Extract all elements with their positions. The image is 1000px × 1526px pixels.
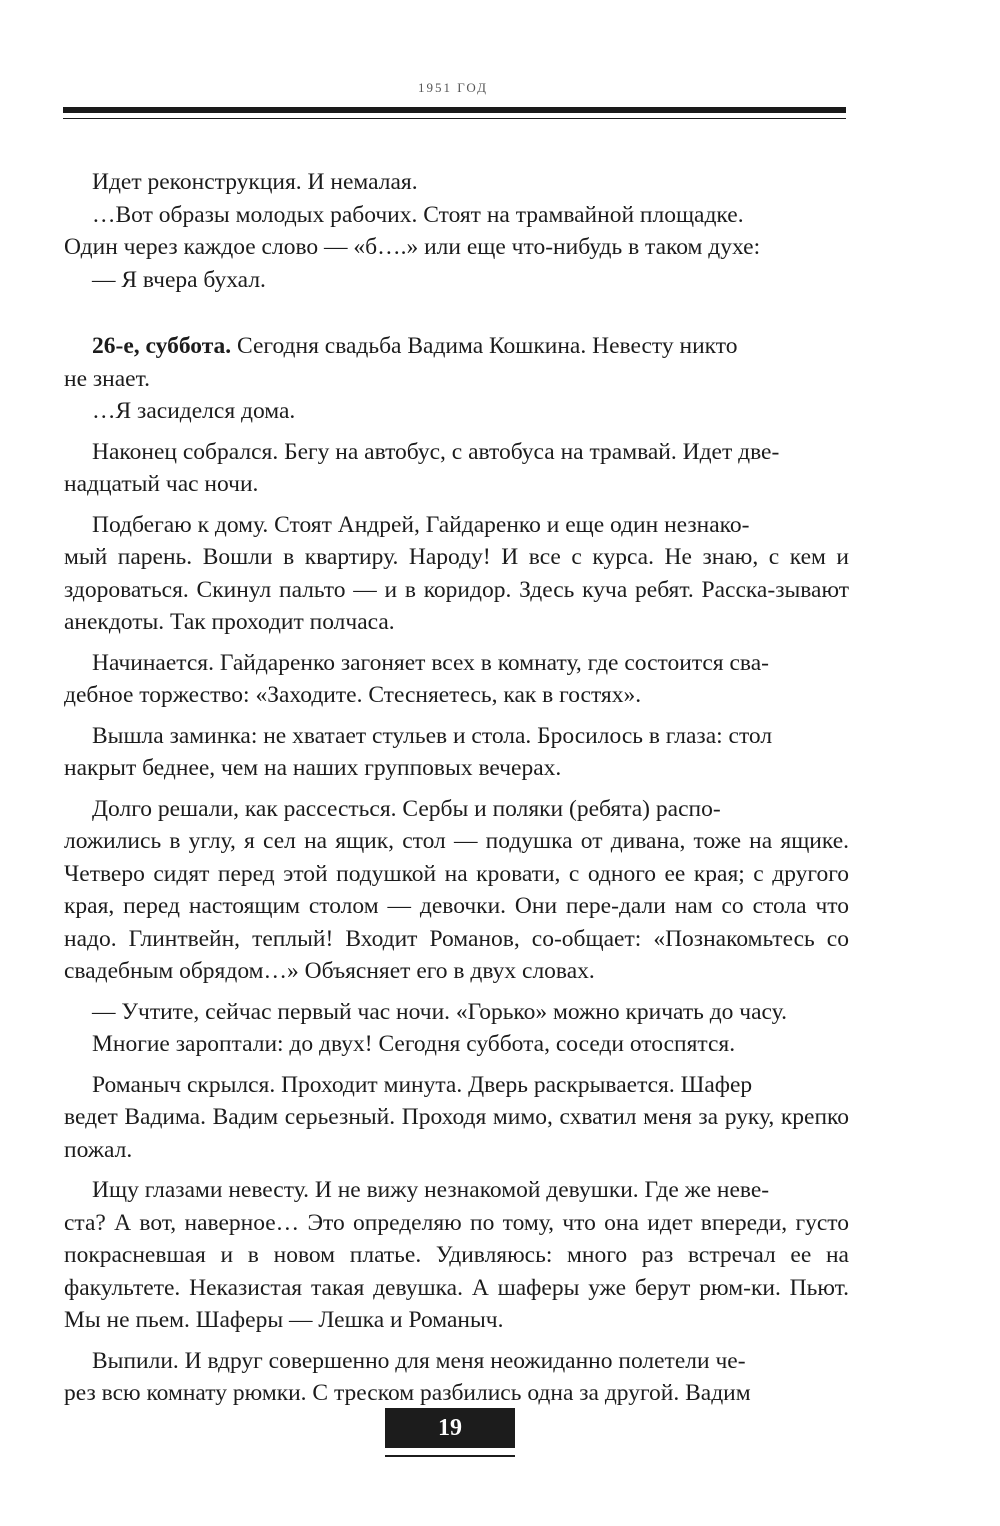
paragraph-first-line: — Учтите, сейчас первый час ночи. «Горько» можно кричать до часу. [92,998,787,1025]
paragraph [92,395,849,428]
paragraph-continuation: ста? А вот, наверное… Это определяю по тому, что она идет впереди, густо покрасневшая и в новом платье. Удивляюсь: много раз встречал ее на факультете. Неказистая такая девушка. А шаферы уже берут рюм-ки. Пьют. Мы не пьем. Шаферы — Лешка и Романыч. [64,1209,849,1333]
page-number: 19 [438,1414,462,1441]
paragraph-first-line: Ищу глазами невесту. И не вижу незнакомой девушки. Где же неве- [92,1177,770,1203]
header-rule-thick [63,107,846,113]
paragraph-continuation: накрыт беднее, чем на наших групповых вечерах. [64,755,562,781]
paragraph [92,166,849,199]
paragraph [64,1069,849,1167]
paragraph-first-line: Выпили. И вдруг совершенно для меня неожиданно полетели че- [92,1347,746,1374]
paragraph-continuation: не знает. [64,365,150,392]
paragraph-first-line: Наконец собрался. Бегу на автобус, с автобуса на трамвай. Идет две- [92,438,780,465]
paragraph [64,509,849,639]
header-rule-thin [63,118,846,119]
paragraph-first-line: Романыч скрылся. Проходит минута. Дверь раскрывается. Шафер [92,1071,753,1098]
paragraph [64,793,849,988]
paragraph-first-line: …Вот образы молодых рабочих. Стоят на трамвайной площадке. [92,201,744,228]
paragraph [92,996,849,1029]
running-head: 1951 ГОД [417,80,489,95]
paragraph-first-line: Долго решали, как рассесться. Сербы и поляки (ребята) распо- [92,795,721,822]
page-number-rule [385,1455,515,1457]
entry-date-heading: 26-е, суббота. [92,333,232,359]
paragraph-first-line: Идет реконструкция. И немалая. [92,169,418,195]
paragraph-first-line: Начинается. Гайдаренко загоняет всех в комнату, где состоится сва- [92,649,769,676]
paragraph [64,647,849,712]
paragraph-first-line: — Я вчера бухал. [92,266,266,293]
paragraph-continuation: мый парень. Вошли в квартиру. Народу! И все с курса. Не знаю, с кем и здороваться. Скинул пальто — и в коридор. Здесь куча ребят. Расска-зывают анекдоты. Так проходит полчаса. [64,544,849,635]
paragraph-continuation: дебное торжество: «Заходите. Стесняетесь, как в гостях». [64,682,642,708]
paragraph-continuation: надцатый час ночи. [64,471,259,497]
paragraph [64,1174,849,1337]
paragraph-first-line: …Я засиделся дома. [92,398,296,424]
paragraph-first-line: Сегодня свадьба Вадима Кошкина. Невесту никто [231,333,738,359]
paragraph-continuation: ложились в углу, я сел на ящик, стол — подушка от дивана, тоже на ящике. Четверо сидят перед этой подушкой на кровати, с одного ее края; с другого края, перед настоящим столом — девочки. Они пере-дали нам со стола что надо. Глинтвейн, теплый! Входит Романов, со-общает: «Познакомьтесь со свадебным обрядом…» Объясняет его в двух словах. [64,828,849,984]
paragraph [92,1028,849,1061]
paragraph [64,720,849,785]
paragraph [64,436,849,501]
paragraph-continuation: ведет Вадима. Вадим серьезный. Проходя мимо, схватил меня за руку, крепко пожал. [64,1104,849,1163]
body-text [64,166,849,1418]
paragraph-continuation: рез всю комнату рюмки. С треском разбились одна за другой. Вадим [64,1380,751,1406]
paragraph-continuation: Один через каждое слово — «б….» или еще что-нибудь в таком духе: [64,234,761,260]
paragraph [92,264,849,297]
paragraph [64,199,849,264]
paragraph-first-line: Вышла заминка: не хватает стульев и стола. Бросилось в глаза: стол [92,722,773,749]
paragraph-dated-entry [64,330,849,395]
paragraph-first-line: Подбегаю к дому. Стоят Андрей, Гайдаренко и еще один незнако- [92,511,750,538]
paragraph [64,1345,849,1410]
page-number-box [385,1408,515,1448]
paragraph-first-line: Многие зароптали: до двух! Сегодня суббота, соседи отоспятся. [92,1031,736,1057]
